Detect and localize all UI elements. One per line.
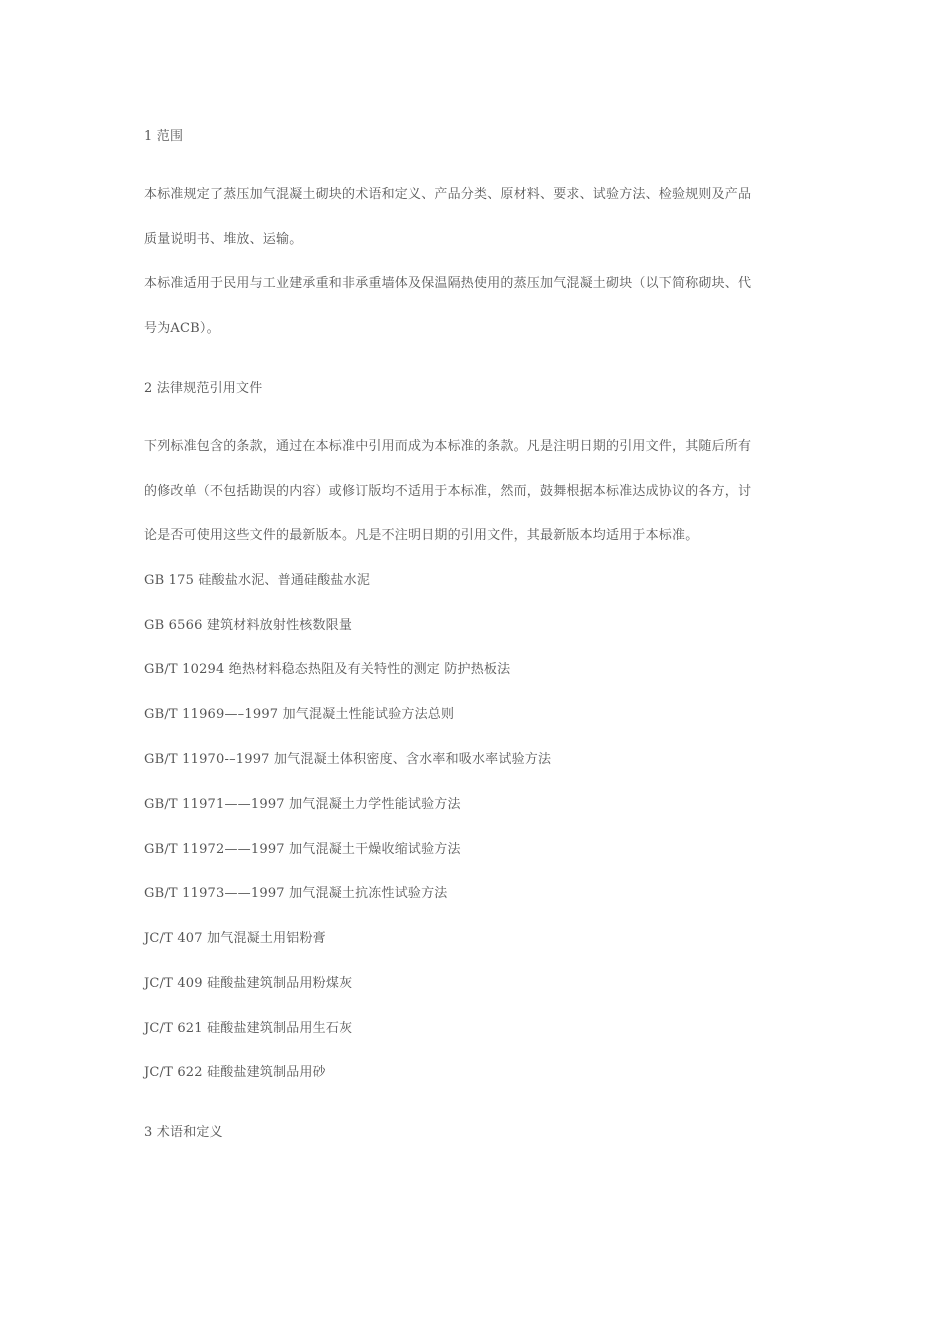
section-1-heading: 1 范围 [144, 129, 184, 144]
scope-paragraph-1-line-2: 质量说明书、堆放、运输。 [144, 232, 303, 247]
scope-paragraph-2-line-1: 本标准适用于民用与工业建承重和非承重墙体及保温隔热使用的蒸压加气混凝土砌块（以下简称砌块、代 [144, 276, 752, 291]
reference-item: GB 175 硅酸盐水泥、普通硅酸盐水泥 [144, 573, 371, 588]
reference-item: GB/T 11972——1997 加气混凝土干燥收缩试验方法 [144, 842, 461, 857]
references-paragraph-line-1: 下列标准包含的条款，通过在本标准中引用而成为本标准的条款。凡是注明日期的引用文件，其随后所有 [144, 439, 752, 454]
scope-paragraph-1-line-1: 本标准规定了蒸压加气混凝土砌块的术语和定义、产品分类、原材料、要求、试验方法、检验规则及产品 [144, 187, 752, 202]
reference-item: GB/T 10294 绝热材料稳态热阻及有关特性的测定 防护热板法 [144, 662, 511, 677]
reference-item: GB/T 11969—–1997 加气混凝土性能试验方法总则 [144, 707, 455, 722]
reference-item: GB/T 11970-–1997 加气混凝土体积密度、含水率和吸水率试验方法 [144, 752, 552, 767]
reference-item: JC/T 622 硅酸盐建筑制品用砂 [144, 1065, 326, 1080]
references-paragraph-line-3: 论是否可使用这些文件的最新版本。凡是不注明日期的引用文件，其最新版本均适用于本标准。 [144, 528, 699, 543]
reference-item: GB/T 11973——1997 加气混凝土抗冻性试验方法 [144, 886, 448, 901]
references-paragraph-line-2: 的修改单（不包括勘误的内容）或修订版均不适用于本标准，然而，鼓舞根据本标准达成协议的各方，讨 [144, 484, 752, 499]
reference-item: JC/T 407 加气混凝土用铝粉膏 [144, 931, 326, 946]
scope-paragraph-2-line-2: 号为ACB）。 [144, 321, 220, 336]
reference-item: GB 6566 建筑材料放射性核数限量 [144, 618, 353, 633]
reference-item: JC/T 409 硅酸盐建筑制品用粉煤灰 [144, 976, 353, 991]
reference-item: JC/T 621 硅酸盐建筑制品用生石灰 [144, 1021, 353, 1036]
section-3-heading: 3 术语和定义 [144, 1125, 223, 1140]
reference-item: GB/T 11971——1997 加气混凝土力学性能试验方法 [144, 797, 461, 812]
section-2-heading: 2 法律规范引用文件 [144, 381, 263, 396]
